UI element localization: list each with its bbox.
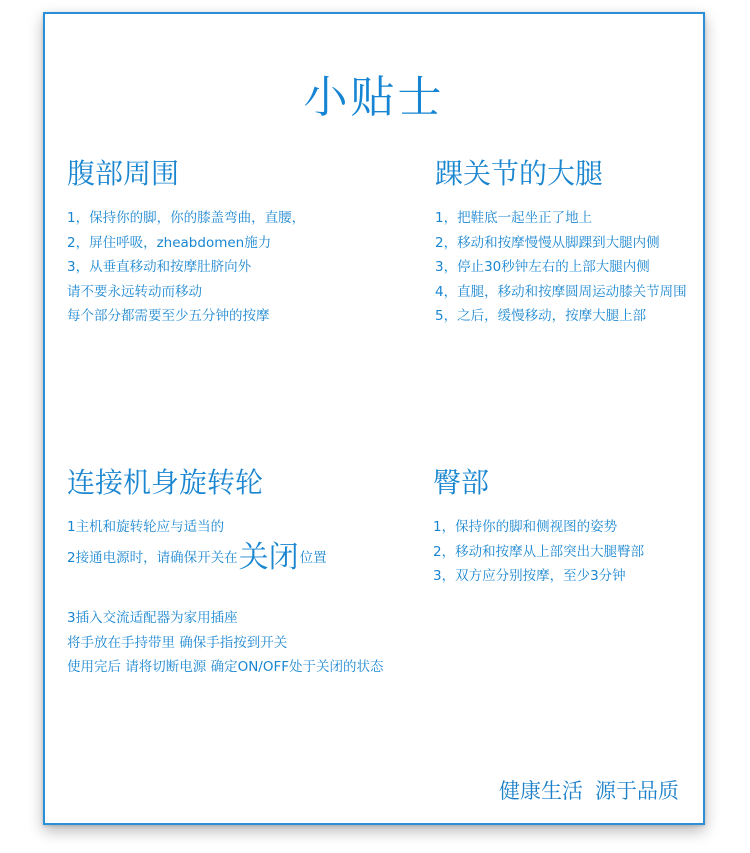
abdomen-note-1: 请不要永远转动而移动 xyxy=(67,283,202,300)
connect-step-2-text: 2接通电源时，请确保开关在 xyxy=(67,549,238,566)
connect-step-2-emphasis: 关闭 xyxy=(238,539,299,575)
section-hip xyxy=(433,466,645,589)
tips-card xyxy=(43,12,705,825)
abdomen-note-2: 每个部分都需要至少五分钟的按摩 xyxy=(67,308,270,324)
hip-step-3: 3，双方应分别按摩，至少3分钟 xyxy=(433,568,626,584)
spacer xyxy=(67,570,384,606)
connect-note-2: 使用完后 请将切断电源 确定ON/OFF处于关闭的状态 xyxy=(67,659,384,675)
hip-step-2: 2，移动和按摩从上部突出大腿臀部 xyxy=(433,543,645,560)
footer-slogan-part-1: 健康生活 xyxy=(499,779,583,803)
connect-step-2-suffix: 位置 xyxy=(299,549,327,566)
section-connect xyxy=(67,466,384,680)
connect-step-1: 1主机和旋转轮应与适当的 xyxy=(67,519,225,535)
section-thigh xyxy=(435,157,687,329)
footer-slogan xyxy=(499,775,679,805)
connect-step-2 xyxy=(67,539,384,575)
section-heading-abdomen: 腹部周围 xyxy=(67,157,180,190)
section-abdomen xyxy=(67,157,306,329)
thigh-step-5: 5，之后，缓慢移动，按摩大腿上部 xyxy=(435,308,647,324)
thigh-step-2: 2，移动和按摩慢慢从脚踝到大腿内侧 xyxy=(435,234,660,251)
abdomen-step-2: 2，屏住呼吸，zheabdomen施力 xyxy=(67,234,272,251)
abdomen-step-3: 3，从垂直移动和按摩肚脐向外 xyxy=(67,259,252,275)
section-heading-thigh: 踝关节的大腿 xyxy=(435,157,604,190)
section-heading-connect: 连接机身旋转轮 xyxy=(67,466,264,499)
section-heading-hip: 臀部 xyxy=(433,466,490,499)
connect-note-1: 将手放在手持带里 确保手指按到开关 xyxy=(67,634,288,651)
abdomen-step-1: 1，保持你的脚，你的膝盖弯曲，直腰， xyxy=(67,210,306,226)
footer-slogan-part-2: 源于品质 xyxy=(595,779,679,803)
thigh-step-4: 4，直腿，移动和按摩圆周运动膝关节周围 xyxy=(435,283,687,300)
hip-step-1: 1，保持你的脚和侧视图的姿势 xyxy=(433,519,618,535)
connect-step-3: 3插入交流适配器为家用插座 xyxy=(67,610,238,626)
thigh-step-3: 3，停止30秒钟左右的上部大腿内侧 xyxy=(435,259,650,275)
page-title: 小贴士 xyxy=(303,72,445,123)
thigh-step-1: 1，把鞋底一起坐正了地上 xyxy=(435,210,593,226)
